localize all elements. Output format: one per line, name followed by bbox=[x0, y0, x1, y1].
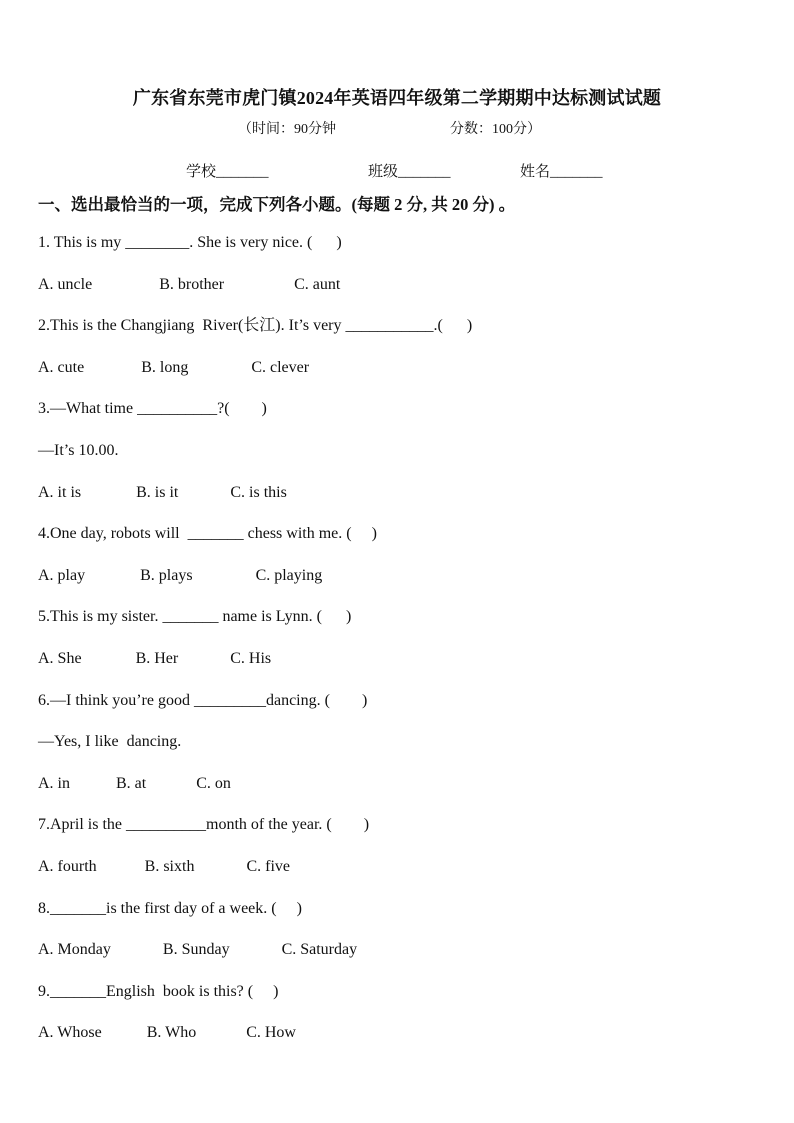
answer-option[interactable]: B. long bbox=[141, 358, 189, 376]
question-dialogue-line: —It’s 10.00. bbox=[38, 441, 119, 459]
answer-option[interactable]: C. His bbox=[230, 649, 272, 667]
answer-option[interactable]: B. at bbox=[116, 774, 147, 792]
class-field[interactable]: 班级_______ bbox=[368, 164, 451, 180]
answer-option[interactable]: C. five bbox=[246, 857, 290, 875]
answer-option[interactable]: B. sixth bbox=[144, 857, 195, 875]
question-stem: 1. This is my ________. She is very nice. ( ) bbox=[38, 234, 342, 251]
question-stem: 9._______English book is this? ( ) bbox=[38, 982, 279, 1000]
answer-option[interactable]: C. clever bbox=[251, 358, 310, 376]
time-limit-label: （时间：90分钟 bbox=[238, 122, 336, 137]
answer-option[interactable]: B. brother bbox=[159, 275, 225, 293]
answer-option[interactable]: C. Saturday bbox=[281, 941, 358, 959]
question-stem: 2.This is the Changjiang River(长江). It’s very ___________.( ) bbox=[38, 317, 473, 335]
question-dialogue-line: —Yes, I like dancing. bbox=[38, 733, 182, 751]
answer-option[interactable]: A. She bbox=[38, 649, 82, 667]
question-stem: 8._______is the first day of a week. ( ) bbox=[38, 899, 302, 917]
answer-option[interactable]: B. is it bbox=[136, 483, 179, 501]
answer-option[interactable]: B. plays bbox=[140, 566, 193, 584]
answer-options bbox=[38, 357, 778, 399]
answer-options bbox=[38, 939, 778, 981]
answer-option[interactable]: C. on bbox=[196, 774, 231, 792]
school-field[interactable]: 学校_______ bbox=[186, 164, 269, 180]
answer-options bbox=[38, 773, 778, 815]
answer-option[interactable]: A. uncle bbox=[38, 275, 93, 293]
question-stem: 7.April is the __________month of the year. ( ) bbox=[38, 816, 370, 834]
answer-option[interactable]: C. is this bbox=[230, 483, 287, 501]
answer-option[interactable]: A. play bbox=[38, 566, 86, 584]
answer-options bbox=[38, 648, 778, 690]
page-title: 广东省东莞市虎门镇2024年英语四年级第二学期期中达标测试试题 bbox=[132, 88, 662, 108]
question-stem: 3.—What time __________?( ) bbox=[38, 400, 267, 418]
total-score-label: 分数：100分） bbox=[450, 122, 541, 137]
answer-option[interactable]: B. Who bbox=[146, 1024, 197, 1042]
answer-options bbox=[38, 565, 778, 607]
answer-option[interactable]: A. fourth bbox=[38, 857, 97, 875]
answer-option[interactable]: B. Sunday bbox=[162, 941, 230, 959]
answer-option[interactable]: A. Whose bbox=[38, 1024, 102, 1042]
section-heading: 一、选出最恰当的一项，完成下列各小题。(每题 2 分, 共 20 分) 。 bbox=[38, 195, 516, 214]
question-stem: 6.—I think you’re good _________dancing. ( ) bbox=[38, 691, 368, 709]
answer-option[interactable]: A. cute bbox=[38, 358, 85, 376]
answer-option[interactable]: A. in bbox=[38, 774, 70, 792]
answer-options bbox=[38, 856, 778, 898]
answer-option[interactable]: A. it is bbox=[38, 483, 82, 501]
answer-option[interactable]: A. Monday bbox=[38, 941, 111, 959]
answer-option[interactable]: B. Her bbox=[135, 649, 179, 667]
answer-option[interactable]: C. How bbox=[246, 1024, 296, 1042]
answer-options bbox=[38, 1022, 778, 1064]
question-stem: 5.This is my sister. _______ name is Lynn. ( ) bbox=[38, 608, 352, 626]
answer-option[interactable]: C. playing bbox=[255, 566, 323, 584]
answer-options bbox=[38, 482, 778, 524]
answer-options bbox=[38, 274, 778, 316]
question-list bbox=[38, 232, 778, 1064]
name-field[interactable]: 姓名_______ bbox=[520, 164, 603, 180]
answer-option[interactable]: C. aunt bbox=[294, 275, 341, 293]
question-stem: 4.One day, robots will _______ chess with me. ( ) bbox=[38, 525, 377, 543]
